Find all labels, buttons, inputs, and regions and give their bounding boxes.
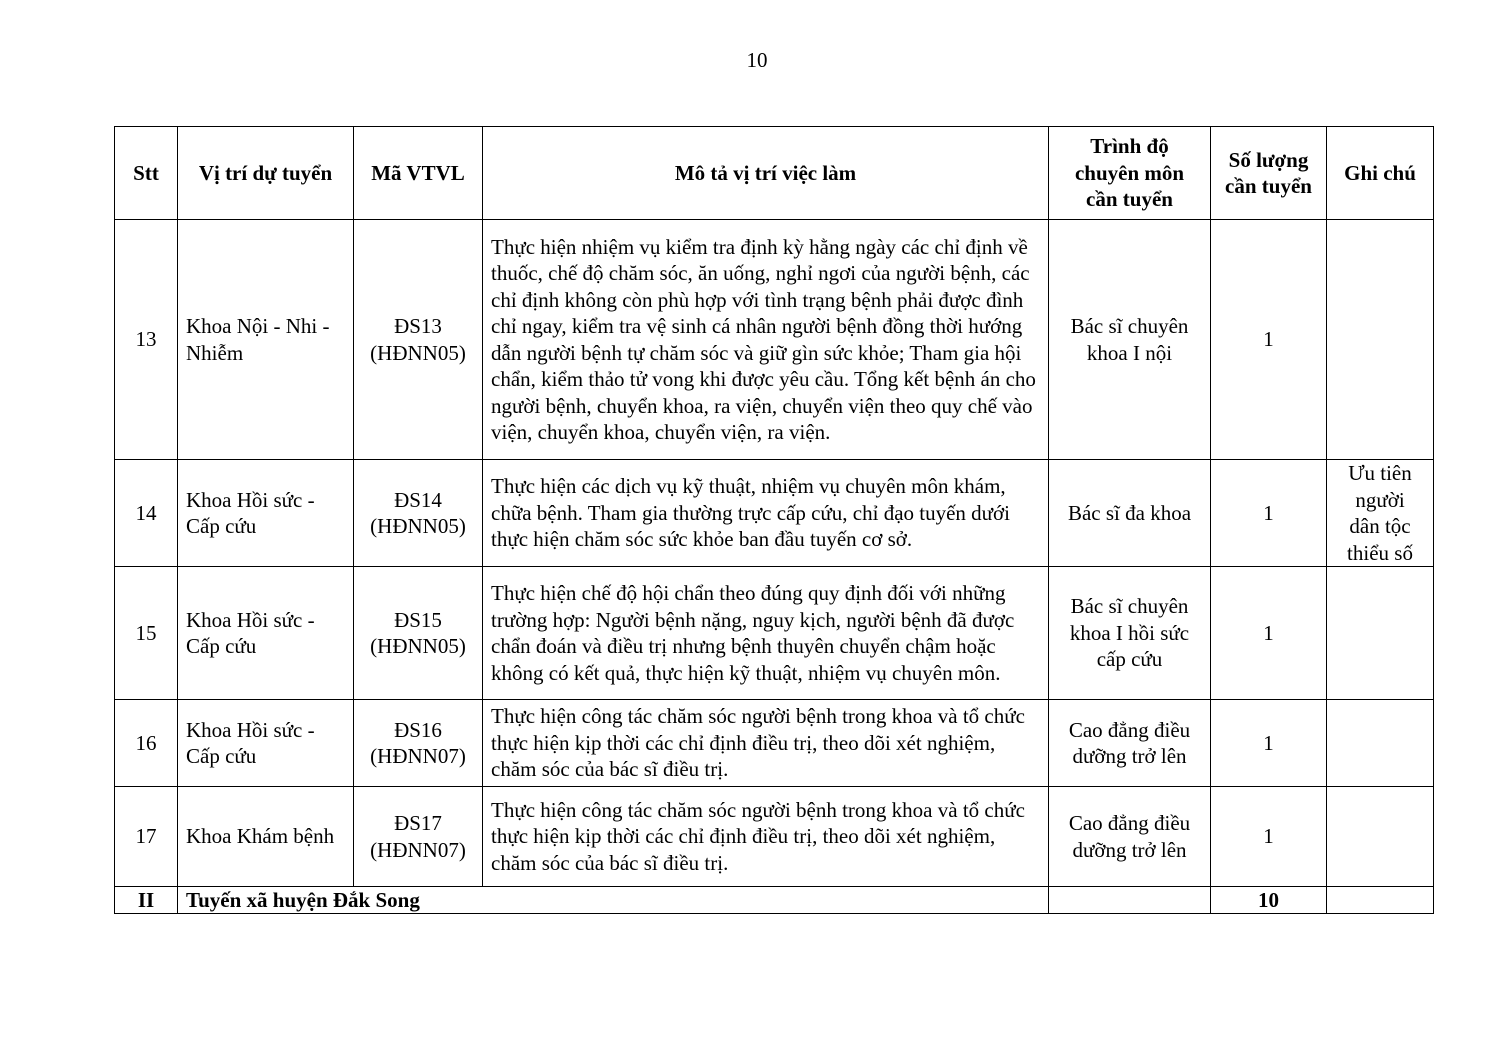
job-position-table [114, 126, 1434, 914]
header-quantity: Số lượng cần tuyển [1211, 127, 1327, 220]
cell-stt: 16 [115, 700, 178, 787]
cell-qualification: Bác sĩ chuyên khoa I nội [1049, 220, 1211, 460]
cell-note: Ưu tiên người dân tộc thiểu số [1327, 460, 1434, 567]
section-label: Tuyến xã huyện Đắk Song [178, 887, 1049, 914]
section-qualification [1049, 887, 1211, 914]
cell-stt: 17 [115, 787, 178, 887]
cell-code: ĐS14 (HĐNN05) [354, 460, 483, 567]
cell-description: Thực hiện nhiệm vụ kiểm tra định kỳ hằng ngày các chỉ định về thuốc, chế độ chăm sóc, ăn uống, nghỉ ngơi của người bệnh, các chỉ định không còn phù hợp với tình trạng bệnh phải được đình chỉ ngay, kiểm tra vệ sinh cá nhân người bệnh đồng thời hướng dẫn người bệnh tự chăm sóc và giữ gìn sức khỏe; Tham gia hội chẩn, kiểm thảo tử vong khi được yêu cầu. Tổng kết bệnh án cho người bệnh, chuyển khoa, ra viện, chuyển viện theo quy chế vào viện, chuyển khoa, chuyển viện, ra viện. [483, 220, 1049, 460]
cell-quantity: 1 [1211, 567, 1327, 700]
cell-note [1327, 220, 1434, 460]
cell-qualification: Cao đẳng điều dưỡng trở lên [1049, 787, 1211, 887]
cell-qualification: Bác sĩ đa khoa [1049, 460, 1211, 567]
section-stt: II [115, 887, 178, 914]
cell-code: ĐS13 (HĐNN05) [354, 220, 483, 460]
cell-position: Khoa Khám bệnh [178, 787, 354, 887]
cell-qualification: Cao đẳng điều dưỡng trở lên [1049, 700, 1211, 787]
page-number: 10 [746, 48, 768, 72]
cell-stt: 15 [115, 567, 178, 700]
header-description: Mô tả vị trí việc làm [483, 127, 1049, 220]
section-row [115, 887, 1434, 914]
cell-description: Thực hiện chế độ hội chẩn theo đúng quy định đối với những trường hợp: Người bệnh nặng, nguy kịch, người bệnh đã được chẩn đoán và điều trị nhưng bệnh thuyên chuyển chậm hoặc không có kết quả, thực hiện kỹ thuật, nhiệm vụ chuyên môn. [483, 567, 1049, 700]
table-header-row [115, 127, 1434, 220]
cell-description: Thực hiện công tác chăm sóc người bệnh trong khoa và tổ chức thực hiện kịp thời các chỉ định điều trị, theo dõi xét nghiệm, chăm sóc của bác sĩ điều trị. [483, 700, 1049, 787]
cell-stt: 13 [115, 220, 178, 460]
header-note: Ghi chú [1327, 127, 1434, 220]
cell-quantity: 1 [1211, 787, 1327, 887]
cell-position: Khoa Nội - Nhi - Nhiễm [178, 220, 354, 460]
cell-code: ĐS16 (HĐNN07) [354, 700, 483, 787]
cell-position: Khoa Hồi sức - Cấp cứu [178, 460, 354, 567]
cell-position: Khoa Hồi sức - Cấp cứu [178, 700, 354, 787]
cell-quantity: 1 [1211, 460, 1327, 567]
header-code: Mã VTVL [354, 127, 483, 220]
cell-note [1327, 787, 1434, 887]
cell-quantity: 1 [1211, 700, 1327, 787]
cell-note [1327, 700, 1434, 787]
cell-code: ĐS15 (HĐNN05) [354, 567, 483, 700]
cell-note [1327, 567, 1434, 700]
cell-code: ĐS17 (HĐNN07) [354, 787, 483, 887]
cell-position: Khoa Hồi sức - Cấp cứu [178, 567, 354, 700]
cell-stt: 14 [115, 460, 178, 567]
header-position: Vị trí dự tuyển [178, 127, 354, 220]
table-row [115, 567, 1434, 700]
header-stt: Stt [115, 127, 178, 220]
cell-qualification: Bác sĩ chuyên khoa I hồi sức cấp cứu [1049, 567, 1211, 700]
section-quantity: 10 [1211, 887, 1327, 914]
header-qualification: Trình độ chuyên môn cần tuyển [1049, 127, 1211, 220]
cell-description: Thực hiện các dịch vụ kỹ thuật, nhiệm vụ chuyên môn khám, chữa bệnh. Tham gia thường trực cấp cứu, chỉ đạo tuyến dưới thực hiện chăm sóc sức khỏe ban đầu tuyến cơ sở. [483, 460, 1049, 567]
table-row [115, 700, 1434, 787]
table-row [115, 460, 1434, 567]
cell-quantity: 1 [1211, 220, 1327, 460]
table-row [115, 787, 1434, 887]
section-note [1327, 887, 1434, 914]
cell-description: Thực hiện công tác chăm sóc người bệnh trong khoa và tổ chức thực hiện kịp thời các chỉ định điều trị, theo dõi xét nghiệm, chăm sóc của bác sĩ điều trị. [483, 787, 1049, 887]
table-row [115, 220, 1434, 460]
